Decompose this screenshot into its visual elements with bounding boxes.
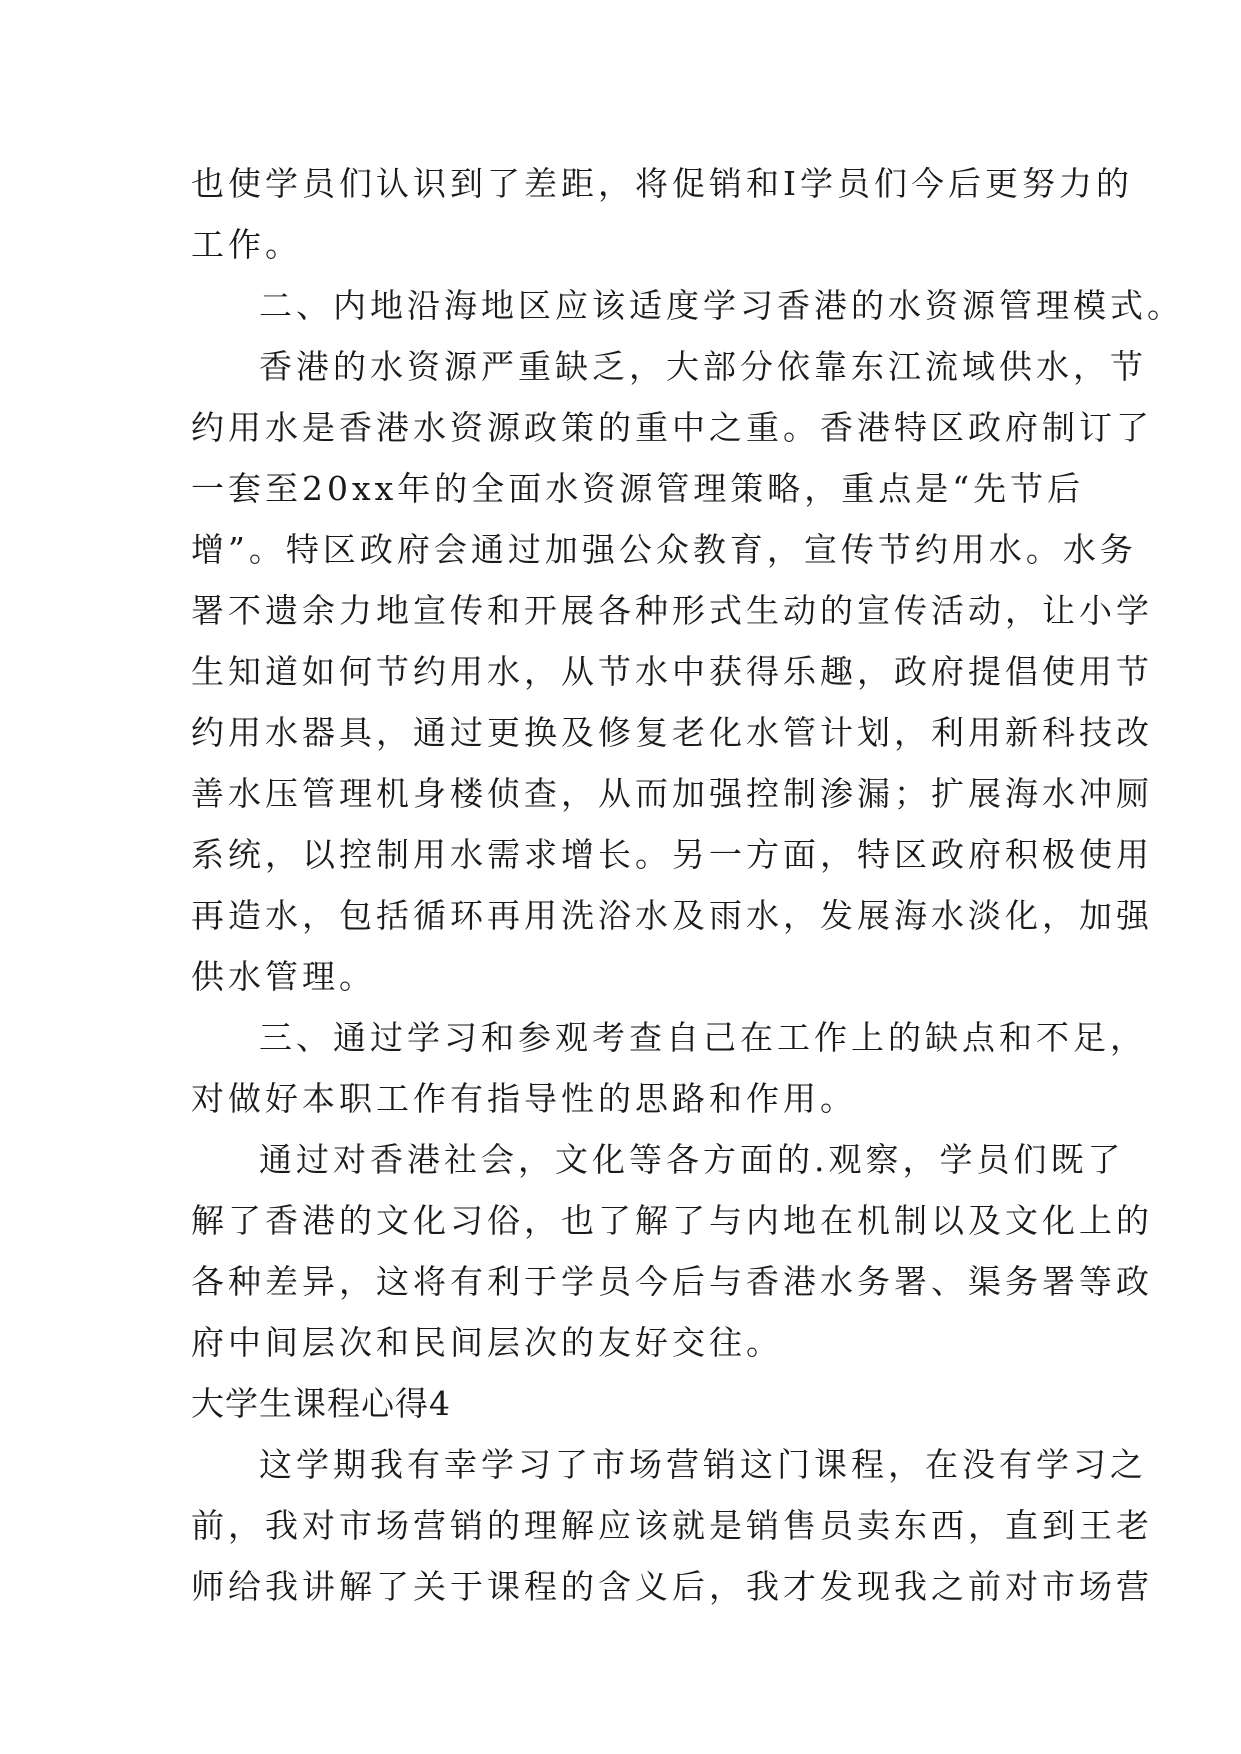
section-heading: 二、内地沿海地区应该适度学习香港的水资源管理模式。 xyxy=(259,286,1184,325)
document-body xyxy=(191,153,1184,1617)
article-title: 大学生课程心得4 xyxy=(191,1384,451,1423)
paragraph-first-line: 这学期我有幸学习了市场营销这门课程，在没有学习之 xyxy=(259,1445,1147,1484)
text-line: 再造水，包括循环再用洗浴水及雨水，发展海水淡化，加强 xyxy=(191,896,1153,935)
text-line: 解了香港的文化习俗，也了解了与内地在机制以及文化上的 xyxy=(191,1201,1153,1240)
paragraph-first-line: 香港的水资源严重缺乏，大部分依靠东江流域供水，节 xyxy=(259,347,1147,386)
section-heading: 三、通过学习和参观考查自己在工作上的缺点和不足， xyxy=(259,1018,1147,1057)
text-line: 生知道如何节约用水，从节水中获得乐趣，政府提倡使用节 xyxy=(191,652,1153,691)
text-line: 系统，以控制用水需求增长。另一方面，特区政府积极使用 xyxy=(191,835,1153,874)
text-line: 对做好本职工作有指导性的思路和作用。 xyxy=(191,1079,857,1118)
text-line: 工作。 xyxy=(191,225,302,264)
text-line: 约用水是香港水资源政策的重中之重。香港特区政府制订了 xyxy=(191,408,1153,447)
text-line: 善水压管理机身楼侦查，从而加强控制渗漏；扩展海水冲厕 xyxy=(191,774,1153,813)
text-line: 一套至20xx年的全面水资源管理策略，重点是“先节后 xyxy=(191,469,1085,508)
text-line: 约用水器具，通过更换及修复老化水管计划，利用新科技改 xyxy=(191,713,1153,752)
text-line: 府中间层次和民间层次的友好交往。 xyxy=(191,1323,783,1362)
text-line: 增”。特区政府会通过加强公众教育，宣传节约用水。水务 xyxy=(191,530,1137,569)
text-line: 各种差异，这将有利于学员今后与香港水务署、渠务署等政 xyxy=(191,1262,1153,1301)
paragraph-first-line: 通过对香港社会，文化等各方面的.观察，学员们既了 xyxy=(259,1140,1125,1179)
text-line: 也使学员们认识到了差距，将促销和Ⅰ学员们今后更努力的 xyxy=(191,164,1134,203)
text-line: 师给我讲解了关于课程的含义后，我才发现我之前对市场营 xyxy=(191,1567,1153,1606)
text-line: 供水管理。 xyxy=(191,957,376,996)
text-line: 前，我对市场营销的理解应该就是销售员卖东西，直到王老 xyxy=(191,1506,1153,1545)
text-line: 署不遗余力地宣传和开展各种形式生动的宣传活动，让小学 xyxy=(191,591,1153,630)
